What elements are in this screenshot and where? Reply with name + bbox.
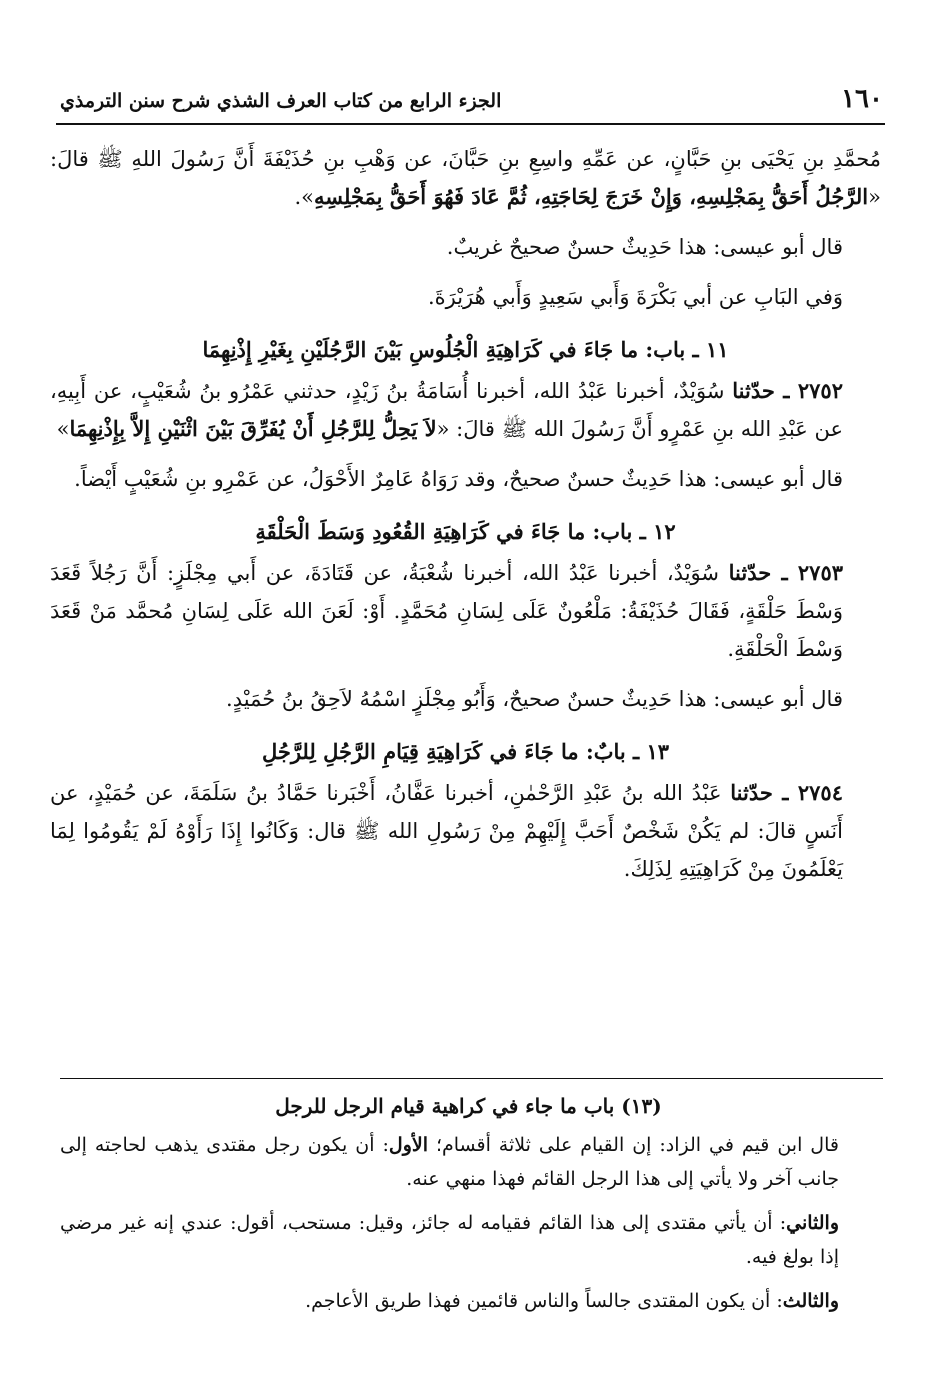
abu-isa-comment: قال أبو عيسى: هذا حَدِيثٌ حسنٌ صحيحٌ، وقد رَوَاهُ عَامِرٌ الأَحْوَلُ، عن عَمْرِو بنِ شُعَيْبٍ أَيْضاً. [74,467,843,491]
commentary-text: : أن يأتي مقتدى إلى هذا القائم فقيامه له جائز، وقيل: مستحب، أقول: عندي إنه غير مرضي إذا بولغ فيه. [60,1212,839,1268]
chapter-heading-12: ١٢ ـ باب: ما جَاءَ في كَرَاهِيَةِ القُعُودِ وَسَطَ الْحَلْقَةِ [255,519,676,544]
hadith-quote: الرَّجُلُ أَحَقُّ بِمَجْلِسِهِ، وَإِنْ خَرَجَ لِحَاجَتِهِ، ثُمَّ عَادَ فَهُوَ أَحَقُّ بِمَجْلِسِهِ [314,184,869,209]
hadith-2753 [50,554,881,668]
abu-isa-comment: قال أبو عيسى: هذا حَدِيثٌ حسنٌ صحيحٌ، وَأَبُو مِجْلَزٍ اسْمُهُ لاَحِقُ بنُ حُمَيْدٍ. [226,687,843,711]
page-header [60,80,883,120]
hadith-chain: مُحمَّدِ بنِ يَحْيَى بنِ حَبَّانٍ، عن عَمِّهِ واسِعِ بنِ حَبَّانَ، عن وَهْبِ بنِ حُذَيْفَةَ أَنَّ رَسُولَ اللهِ ﷺ قالَ: « [50,147,881,209]
commentary-term: والثاني [786,1212,839,1234]
chapter-note: وَفي البَابِ عن أبي بَكْرَةَ وَأَبي سَعِيدٍ وَأَبي هُرَيْرَةَ. [427,285,843,309]
page-number: ١٦٠ [841,84,883,114]
hadith-2752 [50,372,881,448]
hadith-2754 [50,774,881,888]
hadith-chain: عَبْدُ الله بنُ عَبْدِ الرَّحْمٰنِ، أخبرنا عَفَّانُ، أَخْبَرنا حَمَّادُ بنُ سَلَمَةَ، عن حُمَيْدٍ، عن أَنَسٍ قالَ: لم يَكُنْ شَخْصٌ أَحَبَّ إِلَيْهِمْ مِنْ رَسُولِ الله ﷺ قال: وَكَانُوا إِذَا رَأَوْهُ لَمْ يَقُومُوا لِمَا يَعْلَمُونَ مِنْ كَرَاهِيَتِهِ لِذَلِكَ. [50,781,843,881]
commentary-paragraph [60,1128,877,1196]
abu-isa-comment: قال أبو عيسى: هذا حَدِيثٌ حسنٌ صحيحٌ غريبٌ. [446,235,843,259]
commentary-text: : أن يكون المقتدى جالساً والناس قائمين فهذا طريق الأعاجم. [305,1290,783,1312]
commentary-paragraph [60,1206,877,1274]
running-title: الجزء الرابع من كتاب العرف الشذي شرح سنن الترمذي [60,90,502,112]
chapter-heading-13: ١٣ ـ بابٌ: ما جَاءَ في كَرَاهِيَةِ قِيَامِ الرَّجُلِ لِلرَّجُلِ [261,739,670,764]
chapter-heading-11: ١١ ـ باب: ما جَاءَ في كَرَاهِيَةِ الْجُلُوسِ بَيْنَ الرَّجُلَيْنِ بِغَيْرِ إِذْنِهِمَا [202,337,729,362]
hadith-number: ٢٧٥٣ ـ حدّثنا [728,560,844,585]
footnote-divider [60,1078,883,1079]
commentary-text: : أن يكون رجل مقتدى يذهب لحاجته إلى جانب آخر ولا يأتي إلى هذا الرجل القائم فهذا منهي عنه. [60,1134,839,1190]
commentary-text: قال ابن قيم في الزاد: إن القيام على ثلاثة أقسام؛ [428,1134,839,1156]
hadith-text [50,140,881,216]
hadith-chain: سُوَيْدٌ، أخبرنا عَبْدُ الله، أخبرنا أُسَامَةُ بنُ زَيْدٍ، حدثني عَمْرُو بنُ شُعَيْبٍ، عن أَبِيهِ، عن عَبْدِ الله بنِ عَمْرٍو أَنَّ رَسُولَ الله ﷺ قالَ: « [50,379,843,441]
commentary-paragraph [60,1284,877,1318]
main-text [50,140,881,888]
quote-close: ». [294,185,315,209]
commentary-term: والثالث [782,1290,839,1312]
hadith-number: ٢٧٥٤ ـ حدّثنا [730,780,843,805]
commentary [60,1088,877,1318]
quote-close: » [56,417,70,441]
header-divider [56,123,885,125]
hadith-quote: لاَ يَحِلُّ لِلرَّجُلِ أَنْ يُفَرِّقَ بَيْنَ اثْنَيْنِ إِلاَّ بِإِذْنِهِمَا [69,416,437,441]
commentary-heading: (١٣) باب ما جاء في كراهية قيام الرجل للرجل [275,1094,662,1118]
hadith-chain: سُوَيْدٌ، أخبرنا عَبْدُ الله، أخبرنا شُعْبَةُ، عن قَتَادَةَ، عن أَبي مِجْلَزٍ: أَنَّ رَجُلاً قَعَدَ وَسْطَ حَلْقَةٍ، فَقَالَ حُذَيْفَةُ: مَلْعُونٌ عَلَى لِسَانِ مُحَمَّدٍ. أَوْ: لَعَنَ الله عَلَى لِسَانِ مُحمَّد مَنْ قَعَدَ وَسْطَ الْحَلْقَةِ. [50,561,843,661]
hadith-number: ٢٧٥٢ ـ حدّثنا [732,378,843,403]
commentary-term: الأول [388,1134,428,1156]
